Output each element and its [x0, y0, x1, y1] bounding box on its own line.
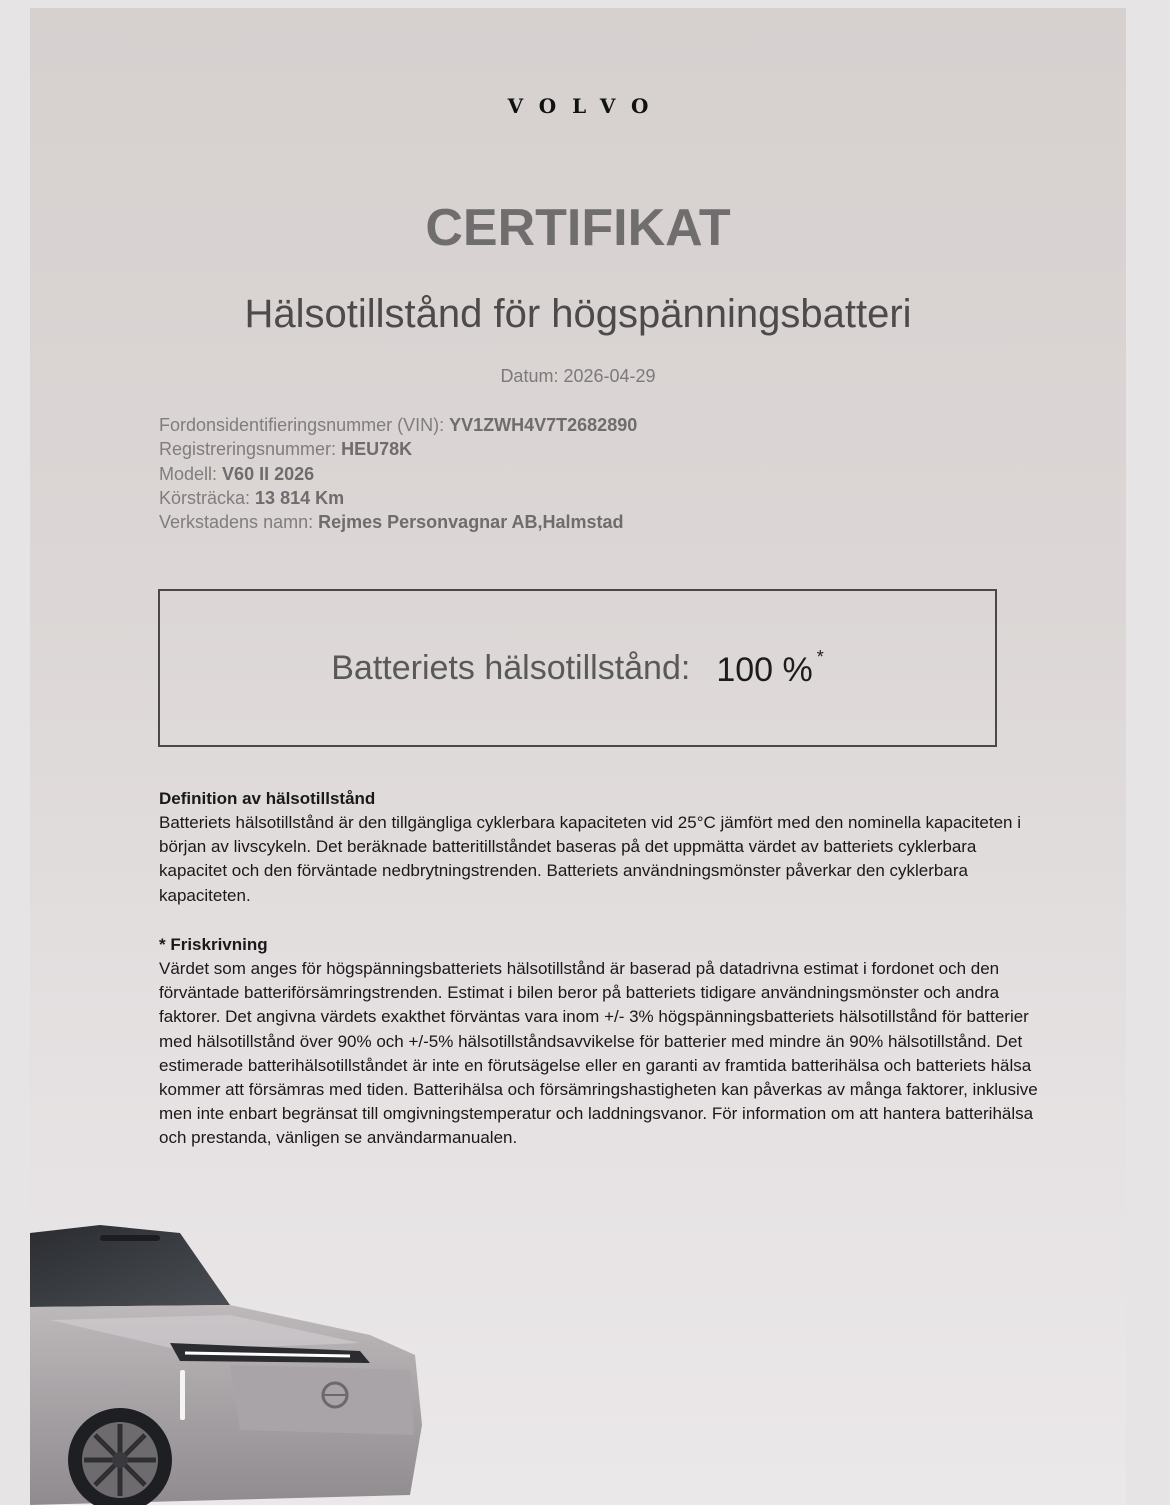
vehicle-info	[159, 413, 637, 534]
reg-value: HEU78K	[341, 439, 413, 460]
battery-health-box	[158, 589, 997, 747]
battery-health-value	[716, 647, 823, 690]
vin-value: YV1ZWH4V7T2682890	[449, 415, 638, 435]
workshop-value: Rejmes Personvagnar AB,Halmstad	[318, 512, 624, 533]
disclaimer-marker: *	[816, 646, 824, 667]
definition-text: Batteriets hälsotillstånd är den tillgängliga cyklerbara kapaciteten vid 25°C jämfört med den nominella kapaciteten i början av livscykeln. Det beräknade batteritillståndet baseras på det uppmätta värdet av batteriets cyklerbara kapacitet och den förväntade nedbrytningstrenden. Batteriets användningsmönster påverkar den cyklerbara kapaciteten.	[159, 813, 1021, 905]
workshop-label: Verkstadens namn:	[159, 512, 314, 533]
volvo-logo: VOLVO	[507, 94, 665, 118]
battery-health-label: Batteriets hälsotillstånd:	[331, 648, 691, 687]
car-image	[30, 1225, 430, 1505]
battery-health-percent: 100 %	[716, 650, 813, 689]
mileage-row	[159, 486, 637, 510]
disclaimer-text: Värdet som anges för högspänningsbatteriets hälsotillstånd är baserad på datadrivna estimat i fordonet och den förväntade batteriförsämringstrenden. Estimat i bilen beror på batteriets tidigare användningsmönster och andra faktorer. Det angivna värdets exakthet förväntas vara inom +/- 3% högspänningsbatteriets hälsotillstånd för batterier med hälsotillstånd över 90% och +/-5% hälsotillståndsavvikelse för batterier med mindre än 90% hälsotillstånd. Det estimerade batterihälsotillståndet är inte en förutsägelse eller en garanti av framtida batterihälsa och batteriets hälsa kommer att försämras med tiden. Batterihälsa och försämringshastigheten kan påverkas av många faktorer, inklusive men inte enbart begränsat till omgivningstemperatur och laddningsvanor. För information om att hantera batterihälsa och prestanda, vänligen se användarmanualen.	[159, 959, 1038, 1148]
date-label: Datum:	[500, 366, 559, 386]
model-value: V60 II 2026	[222, 463, 315, 484]
reg-label: Registreringsnummer:	[159, 439, 337, 460]
certificate-date	[30, 366, 1126, 387]
date-value: 2026-04-29	[563, 366, 656, 386]
mileage-label: Körsträcka:	[159, 487, 251, 508]
disclaimer-section	[159, 933, 1039, 1151]
mileage-value: 13 814 Km	[255, 487, 345, 508]
certificate-page	[30, 8, 1126, 1505]
certificate-subtitle: Hälsotillstånd för högspänningsbatteri	[244, 292, 912, 336]
vin-label: Fordonsidentifieringsnummer (VIN):	[159, 415, 445, 435]
vin-row	[159, 413, 637, 437]
reg-row	[159, 437, 637, 461]
model-row	[159, 462, 637, 486]
definition-heading: Definition av hälsotillstånd	[159, 789, 376, 808]
model-label: Modell:	[159, 463, 218, 484]
workshop-row	[159, 510, 637, 534]
disclaimer-heading: * Friskrivning	[159, 935, 268, 954]
certificate-title: CERTIFIKAT	[425, 199, 731, 257]
definition-section	[159, 787, 1039, 908]
